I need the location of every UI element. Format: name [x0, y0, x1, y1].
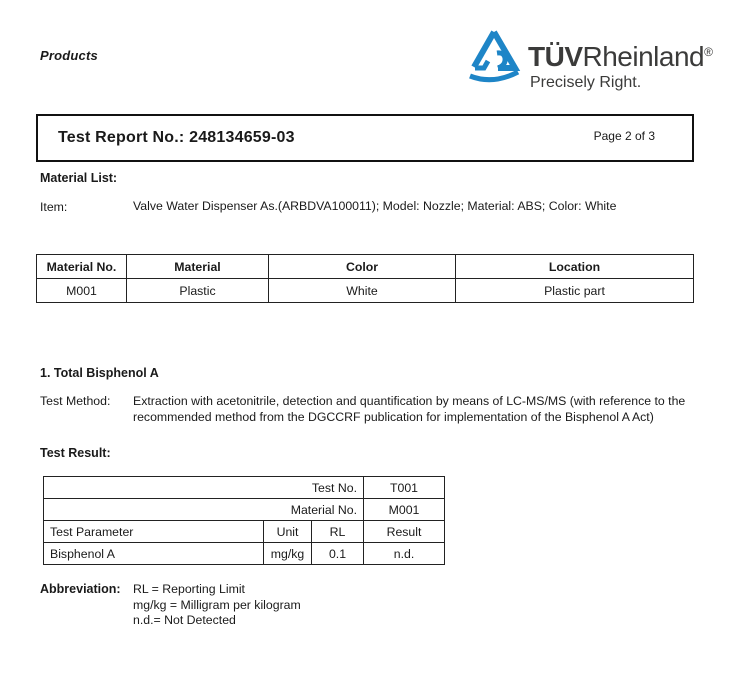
col-header-test-parameter: Test Parameter: [44, 521, 264, 543]
test-result-heading: Test Result:: [40, 446, 111, 460]
logo-rheinland-text: Rheinland: [582, 41, 705, 72]
material-no-value: M001: [364, 499, 445, 521]
test-no-row: [44, 477, 445, 499]
test-no-label: Test No.: [44, 477, 364, 499]
cell-location: Plastic part: [456, 279, 694, 303]
test-method-value: Extraction with acetonitrile, detection and quantification by means of LC-MS/MS (with reference to the recommended method from the DGCCRF publication for implementation of the Bisphenol A Act): [133, 394, 686, 424]
abbreviation-line: RL = Reporting Limit: [133, 582, 245, 596]
logo-text: [528, 37, 712, 92]
page-indicator: Page 2 of 3: [593, 129, 655, 143]
abbreviation-line: mg/kg = Milligram per kilogram: [133, 597, 301, 612]
item-value: Valve Water Dispenser As.(ARBDVA100011); Model: Nozzle; Material: ABS; Color: White: [133, 199, 617, 213]
logo-tagline: Precisely Right.: [530, 74, 642, 91]
result-data-row: [44, 543, 445, 565]
section-heading: 1. Total Bisphenol A: [40, 366, 159, 380]
col-header-material: Material: [127, 255, 269, 279]
material-no-label: Material No.: [44, 499, 364, 521]
col-header-unit: Unit: [264, 521, 312, 543]
report-header-box: [36, 114, 694, 162]
cell-material: Plastic: [127, 279, 269, 303]
cell-test-parameter: Bisphenol A: [44, 543, 264, 565]
table-row: [37, 279, 694, 303]
material-table: [36, 254, 694, 303]
cell-material-no: M001: [37, 279, 127, 303]
logo-wordmark: [528, 37, 712, 72]
material-list-heading: Material List:: [40, 171, 118, 185]
test-no-value: T001: [364, 477, 445, 499]
abbreviation-label: Abbreviation:: [40, 582, 121, 596]
report-title: Test Report No.: 248134659-03: [58, 129, 295, 146]
test-result-table: [43, 476, 445, 565]
material-no-row: [44, 499, 445, 521]
col-header-rl: RL: [312, 521, 364, 543]
tuv-rheinland-logo: [467, 27, 712, 92]
abbreviation-lines: [133, 582, 301, 629]
col-header-location: Location: [456, 255, 694, 279]
item-label: Item:: [40, 200, 68, 214]
test-method-label: Test Method:: [40, 394, 111, 408]
cell-result: n.d.: [364, 543, 445, 565]
cell-unit: mg/kg: [264, 543, 312, 565]
cell-color: White: [269, 279, 456, 303]
registered-mark: ®: [704, 45, 713, 59]
col-header-result: Result: [364, 521, 445, 543]
abbreviation-line: n.d.= Not Detected: [133, 613, 236, 627]
tuv-triangle-icon: [467, 27, 521, 87]
col-header-color: Color: [269, 255, 456, 279]
material-table-header-row: [37, 255, 694, 279]
result-header-row: [44, 521, 445, 543]
cell-rl: 0.1: [312, 543, 364, 565]
logo-tuv-text: TÜV: [528, 41, 583, 72]
col-header-material-no: Material No.: [37, 255, 127, 279]
products-label: Products: [40, 48, 98, 63]
